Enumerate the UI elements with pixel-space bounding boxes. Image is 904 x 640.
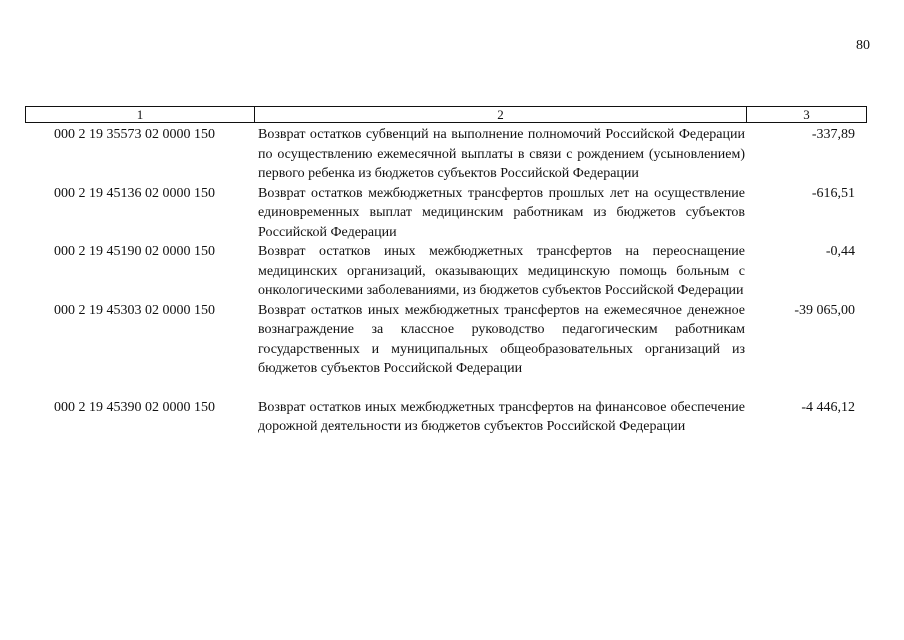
row-description: Возврат остатков иных межбюджетных трансфертов на ежемесячное денежное вознаграждение за классное руководство педагогическим работникам государственных и муниципальных общеобразовательных организаций из бюджетов субъектов Российской Федерации — [258, 302, 745, 376]
budget-code: 000 2 19 45390 02 0000 150 — [54, 399, 215, 415]
row-amount: -4 446,12 — [801, 399, 855, 415]
budget-code: 000 2 19 45303 02 0000 150 — [54, 302, 215, 318]
row-description: Возврат остатков субвенций на выполнение полномочий Российской Федерации по осуществлению ежемесячной выплаты в связи с рождением (усыновлением) первого ребенка из бюджетов субъектов Российской Федерации — [258, 127, 745, 181]
table-row — [25, 184, 867, 243]
table-header — [25, 106, 867, 123]
table-row — [25, 242, 867, 301]
budget-code: 000 2 19 45190 02 0000 150 — [54, 244, 215, 259]
header-column-2: 2 — [255, 107, 747, 122]
row-amount: -616,51 — [811, 185, 855, 201]
table-body — [25, 125, 867, 437]
header-column-1: 1 — [26, 107, 255, 122]
header-column-3: 3 — [803, 107, 810, 122]
row-description: Возврат остатков иных межбюджетных трансфертов на переоснащение медицинских организаций, оказывающих медицинскую помощь больным с онкологическими заболеваниями, из бюджетов субъектов Российской Федерации — [258, 244, 745, 298]
table-row — [25, 398, 867, 437]
table-row — [25, 125, 867, 184]
row-amount: -337,89 — [811, 127, 855, 142]
page-number: 80 — [856, 38, 870, 53]
row-amount: -39 065,00 — [794, 302, 855, 318]
row-description: Возврат остатков иных межбюджетных трансфертов на финансовое обеспечение дорожной деятельности из бюджетов субъектов Российской Федерации — [258, 399, 745, 434]
table-row — [25, 301, 867, 379]
row-amount: -0,44 — [825, 244, 855, 259]
budget-code: 000 2 19 45136 02 0000 150 — [54, 185, 215, 201]
row-description: Возврат остатков межбюджетных трансфертов прошлых лет на осуществление единовременных выплат медицинским работникам из бюджетов субъектов Российской Федерации — [258, 185, 745, 240]
budget-code: 000 2 19 35573 02 0000 150 — [54, 127, 215, 142]
